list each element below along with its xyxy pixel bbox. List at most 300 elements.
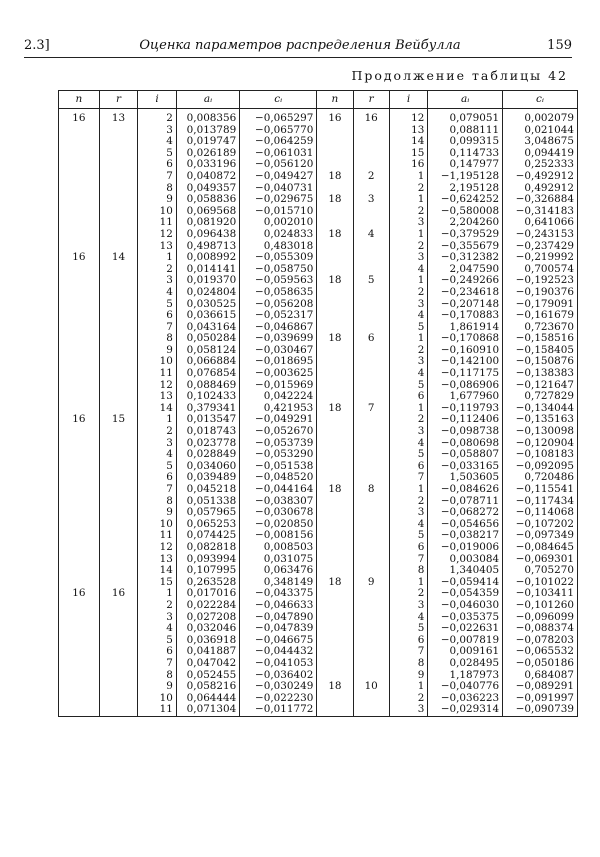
cell-n <box>59 670 100 682</box>
cell-n2 <box>317 125 353 137</box>
cell-i: 5 <box>138 635 177 647</box>
page-number: 159 <box>547 38 572 53</box>
cell-r <box>99 577 138 589</box>
cell-a: 0,036615 <box>176 310 239 322</box>
cell-a: 0,019370 <box>176 275 239 287</box>
cell-a: 0,050284 <box>176 333 239 345</box>
cell-c2: 0,002079 <box>503 109 578 125</box>
cell-i: 12 <box>138 380 177 392</box>
cell-r2: 10 <box>353 681 389 693</box>
cell-i: 8 <box>138 496 177 508</box>
cell-i: 11 <box>138 368 177 380</box>
table-row <box>59 542 578 554</box>
table-row <box>59 577 578 589</box>
cell-a: 0,040872 <box>176 171 239 183</box>
table-row <box>59 496 578 508</box>
table-body <box>59 109 578 717</box>
cell-c: −0,018695 <box>240 356 317 368</box>
cell-i: 5 <box>138 461 177 473</box>
cell-i2: 1 <box>389 681 428 693</box>
cell-a: 0,058124 <box>176 345 239 357</box>
cell-c: −0,039699 <box>240 333 317 345</box>
cell-n <box>59 345 100 357</box>
cell-a2: −0,098738 <box>428 426 503 438</box>
cell-c: −0,040731 <box>240 183 317 195</box>
table-row <box>59 345 578 357</box>
cell-c2: −0,492912 <box>503 171 578 183</box>
cell-n2 <box>317 287 353 299</box>
cell-i2: 3 <box>389 600 428 612</box>
cell-a: 0,045218 <box>176 484 239 496</box>
cell-r <box>99 356 138 368</box>
cell-r <box>99 565 138 577</box>
cell-r2: 4 <box>353 229 389 241</box>
cell-n2: 18 <box>317 171 353 183</box>
table-row <box>59 461 578 473</box>
cell-n2 <box>317 612 353 624</box>
cell-n <box>59 368 100 380</box>
cell-n2 <box>317 530 353 542</box>
cell-n2: 18 <box>317 484 353 496</box>
cell-a: 0,039489 <box>176 472 239 484</box>
cell-i: 12 <box>138 542 177 554</box>
cell-i: 13 <box>138 391 177 403</box>
cell-n2 <box>317 472 353 484</box>
cell-n2: 16 <box>317 109 353 125</box>
table-row <box>59 635 578 647</box>
table-row <box>59 125 578 137</box>
cell-a2: 1,187973 <box>428 670 503 682</box>
cell-c: −0,049291 <box>240 414 317 426</box>
cell-c2: 0,700574 <box>503 264 578 276</box>
cell-r2: 5 <box>353 275 389 287</box>
table-row <box>59 136 578 148</box>
cell-i: 2 <box>138 264 177 276</box>
cell-r2: 2 <box>353 171 389 183</box>
cell-c2: 0,684087 <box>503 670 578 682</box>
cell-a: 0,107995 <box>176 565 239 577</box>
cell-c2: −0,121647 <box>503 380 578 392</box>
cell-a2: −0,040776 <box>428 681 503 693</box>
cell-n <box>59 646 100 658</box>
cell-i2: 9 <box>389 670 428 682</box>
cell-r2 <box>353 635 389 647</box>
cell-n2 <box>317 507 353 519</box>
cell-i: 9 <box>138 345 177 357</box>
cell-r2: 7 <box>353 403 389 415</box>
table-row <box>59 356 578 368</box>
cell-n2 <box>317 704 353 716</box>
cell-c: −0,065297 <box>240 109 317 125</box>
cell-n <box>59 542 100 554</box>
cell-i: 13 <box>138 241 177 253</box>
cell-n2: 18 <box>317 275 353 287</box>
cell-a: 0,013547 <box>176 414 239 426</box>
table-row <box>59 159 578 171</box>
cell-r2 <box>353 588 389 600</box>
table-row <box>59 484 578 496</box>
cell-r <box>99 484 138 496</box>
cell-a2: −0,234618 <box>428 287 503 299</box>
cell-r <box>99 299 138 311</box>
cell-n <box>59 461 100 473</box>
table-row <box>59 472 578 484</box>
cell-a2: 2,204260 <box>428 217 503 229</box>
cell-n <box>59 496 100 508</box>
table-row <box>59 299 578 311</box>
cell-n: 16 <box>59 252 100 264</box>
cell-n <box>59 507 100 519</box>
cell-n2 <box>317 449 353 461</box>
cell-r: 14 <box>99 252 138 264</box>
col-header-r: r <box>99 91 138 109</box>
cell-r2 <box>353 264 389 276</box>
cell-c2: −0,069301 <box>503 554 578 566</box>
cell-c: 0,024833 <box>240 229 317 241</box>
cell-a2: −0,160910 <box>428 345 503 357</box>
cell-c2: 0,094419 <box>503 148 578 160</box>
cell-a: 0,018743 <box>176 426 239 438</box>
cell-r <box>99 612 138 624</box>
cell-n <box>59 287 100 299</box>
table-row <box>59 391 578 403</box>
cell-n2 <box>317 345 353 357</box>
cell-n <box>59 275 100 287</box>
cell-a2: 1,503605 <box>428 472 503 484</box>
cell-r2 <box>353 519 389 531</box>
cell-c: −0,036402 <box>240 670 317 682</box>
cell-c: −0,011772 <box>240 704 317 716</box>
cell-a2: −0,022631 <box>428 623 503 635</box>
cell-c: −0,020850 <box>240 519 317 531</box>
cell-r2 <box>353 125 389 137</box>
cell-c2: 0,021044 <box>503 125 578 137</box>
cell-r <box>99 136 138 148</box>
cell-n2 <box>317 565 353 577</box>
table-row <box>59 600 578 612</box>
cell-i2: 2 <box>389 588 428 600</box>
cell-i: 10 <box>138 519 177 531</box>
table-row <box>59 217 578 229</box>
cell-a: 0,014141 <box>176 264 239 276</box>
col-header-n2: n <box>317 91 353 109</box>
cell-c: −0,003625 <box>240 368 317 380</box>
cell-i2: 3 <box>389 356 428 368</box>
cell-c: −0,061031 <box>240 148 317 160</box>
weibull-coefficients-table <box>58 90 578 717</box>
cell-c2: −0,161679 <box>503 310 578 322</box>
cell-c2: 0,727829 <box>503 391 578 403</box>
cell-a: 0,066884 <box>176 356 239 368</box>
table-row <box>59 368 578 380</box>
cell-a: 0,071304 <box>176 704 239 716</box>
cell-i: 4 <box>138 287 177 299</box>
cell-c: −0,044164 <box>240 484 317 496</box>
cell-n <box>59 658 100 670</box>
cell-a2: −0,019006 <box>428 542 503 554</box>
cell-c2: −0,117434 <box>503 496 578 508</box>
cell-r2 <box>353 241 389 253</box>
cell-i2: 2 <box>389 287 428 299</box>
cell-a: 0,074425 <box>176 530 239 542</box>
cell-c: −0,056208 <box>240 299 317 311</box>
cell-n2 <box>317 310 353 322</box>
cell-i2: 2 <box>389 345 428 357</box>
cell-c: 0,063476 <box>240 565 317 577</box>
cell-r <box>99 600 138 612</box>
cell-r <box>99 380 138 392</box>
cell-i: 9 <box>138 194 177 206</box>
cell-a2: −0,379529 <box>428 229 503 241</box>
table-row <box>59 333 578 345</box>
cell-c2: −0,084645 <box>503 542 578 554</box>
cell-c: −0,055309 <box>240 252 317 264</box>
cell-c: −0,047839 <box>240 623 317 635</box>
cell-r <box>99 658 138 670</box>
cell-r2 <box>353 530 389 542</box>
cell-a: 0,064444 <box>176 693 239 705</box>
table-row <box>59 612 578 624</box>
cell-c2: −0,108183 <box>503 449 578 461</box>
cell-c: −0,046633 <box>240 600 317 612</box>
cell-i: 4 <box>138 623 177 635</box>
cell-i2: 3 <box>389 252 428 264</box>
cell-n: 16 <box>59 109 100 125</box>
cell-n <box>59 136 100 148</box>
col-header-r2: r <box>353 91 389 109</box>
table-row <box>59 287 578 299</box>
cell-c: −0,015969 <box>240 380 317 392</box>
cell-n2 <box>317 693 353 705</box>
cell-r2: 8 <box>353 484 389 496</box>
table-header-row <box>59 91 578 109</box>
cell-r <box>99 623 138 635</box>
cell-i: 11 <box>138 704 177 716</box>
cell-i2: 5 <box>389 530 428 542</box>
cell-i2: 2 <box>389 206 428 218</box>
cell-i2: 5 <box>389 449 428 461</box>
cell-r <box>99 229 138 241</box>
col-header-a: aᵢ <box>176 91 239 109</box>
cell-i2: 4 <box>389 310 428 322</box>
cell-r2 <box>353 391 389 403</box>
cell-i: 8 <box>138 670 177 682</box>
cell-r <box>99 438 138 450</box>
cell-a2: −0,580008 <box>428 206 503 218</box>
col-header-i: i <box>138 91 177 109</box>
cell-r2 <box>353 414 389 426</box>
cell-a: 0,263528 <box>176 577 239 589</box>
cell-a: 0,041887 <box>176 646 239 658</box>
cell-n <box>59 704 100 716</box>
cell-r2 <box>353 148 389 160</box>
cell-c2: −0,096099 <box>503 612 578 624</box>
cell-c: −0,065770 <box>240 125 317 137</box>
cell-n2 <box>317 588 353 600</box>
cell-a2: 0,028495 <box>428 658 503 670</box>
cell-c: −0,051538 <box>240 461 317 473</box>
cell-a2: 0,114733 <box>428 148 503 160</box>
cell-n2 <box>317 519 353 531</box>
cell-a: 0,096438 <box>176 229 239 241</box>
cell-c: −0,046675 <box>240 635 317 647</box>
cell-c: 0,348149 <box>240 577 317 589</box>
cell-a2: −0,207148 <box>428 299 503 311</box>
cell-i: 8 <box>138 183 177 195</box>
cell-i: 6 <box>138 472 177 484</box>
cell-r2 <box>353 670 389 682</box>
table-row <box>59 414 578 426</box>
cell-i2: 13 <box>389 125 428 137</box>
cell-i2: 7 <box>389 646 428 658</box>
cell-a2: −0,084626 <box>428 484 503 496</box>
cell-i2: 3 <box>389 217 428 229</box>
cell-c: −0,030678 <box>240 507 317 519</box>
cell-r <box>99 183 138 195</box>
cell-i2: 1 <box>389 577 428 589</box>
cell-r <box>99 171 138 183</box>
cell-r <box>99 519 138 531</box>
cell-n <box>59 623 100 635</box>
cell-c2: −0,134044 <box>503 403 578 415</box>
cell-c: −0,041053 <box>240 658 317 670</box>
cell-i2: 4 <box>389 438 428 450</box>
cell-a2: −0,035375 <box>428 612 503 624</box>
cell-a2: −0,312382 <box>428 252 503 264</box>
cell-c2: −0,130098 <box>503 426 578 438</box>
cell-c: −0,052317 <box>240 310 317 322</box>
cell-n <box>59 380 100 392</box>
cell-n2 <box>317 461 353 473</box>
cell-c2: −0,120904 <box>503 438 578 450</box>
cell-n2 <box>317 217 353 229</box>
cell-a: 0,033196 <box>176 159 239 171</box>
cell-r <box>99 507 138 519</box>
cell-a2: 0,088111 <box>428 125 503 137</box>
cell-n2 <box>317 646 353 658</box>
cell-n2 <box>317 496 353 508</box>
cell-a2: −0,007819 <box>428 635 503 647</box>
cell-c2: −0,314183 <box>503 206 578 218</box>
cell-i: 3 <box>138 612 177 624</box>
cell-i2: 7 <box>389 472 428 484</box>
cell-n <box>59 449 100 461</box>
table-row <box>59 403 578 415</box>
cell-n <box>59 565 100 577</box>
cell-i2: 1 <box>389 275 428 287</box>
cell-n <box>59 148 100 160</box>
cell-c: −0,029675 <box>240 194 317 206</box>
cell-i: 5 <box>138 148 177 160</box>
cell-c: 0,008503 <box>240 542 317 554</box>
cell-i2: 1 <box>389 484 428 496</box>
table-row <box>59 148 578 160</box>
cell-c2: −0,135163 <box>503 414 578 426</box>
cell-a2: 2,195128 <box>428 183 503 195</box>
cell-i2: 6 <box>389 542 428 554</box>
cell-r <box>99 496 138 508</box>
cell-i2: 15 <box>389 148 428 160</box>
cell-i2: 2 <box>389 183 428 195</box>
cell-r2 <box>353 299 389 311</box>
cell-a2: −0,068272 <box>428 507 503 519</box>
section-number: 2.3] <box>24 38 50 53</box>
cell-r <box>99 345 138 357</box>
cell-a: 0,057965 <box>176 507 239 519</box>
cell-a: 0,051338 <box>176 496 239 508</box>
cell-i: 6 <box>138 159 177 171</box>
cell-a2: −0,036223 <box>428 693 503 705</box>
cell-r2 <box>353 206 389 218</box>
table-row <box>59 646 578 658</box>
cell-a2: 0,009161 <box>428 646 503 658</box>
cell-n2: 18 <box>317 194 353 206</box>
cell-i: 11 <box>138 530 177 542</box>
cell-n2 <box>317 368 353 380</box>
col-header-c2: cᵢ <box>503 91 578 109</box>
cell-a2: −0,119793 <box>428 403 503 415</box>
cell-r <box>99 125 138 137</box>
cell-c2: −0,091997 <box>503 693 578 705</box>
cell-i: 4 <box>138 136 177 148</box>
cell-c: −0,048520 <box>240 472 317 484</box>
cell-r2: 16 <box>353 109 389 125</box>
cell-a2: −0,033165 <box>428 461 503 473</box>
cell-r <box>99 426 138 438</box>
cell-a: 0,076854 <box>176 368 239 380</box>
cell-i: 3 <box>138 438 177 450</box>
cell-c: −0,064259 <box>240 136 317 148</box>
cell-a: 0,081920 <box>176 217 239 229</box>
cell-n2 <box>317 635 353 647</box>
cell-i2: 3 <box>389 704 428 716</box>
cell-a: 0,047042 <box>176 658 239 670</box>
cell-i2: 4 <box>389 264 428 276</box>
table-row <box>59 109 578 125</box>
cell-i2: 3 <box>389 507 428 519</box>
cell-c: −0,053290 <box>240 449 317 461</box>
cell-r <box>99 449 138 461</box>
cell-n <box>59 403 100 415</box>
table-row <box>59 530 578 542</box>
cell-i: 2 <box>138 109 177 125</box>
cell-r2 <box>353 217 389 229</box>
cell-r <box>99 530 138 542</box>
col-header-i2: i <box>389 91 428 109</box>
cell-r: 13 <box>99 109 138 125</box>
cell-n <box>59 159 100 171</box>
cell-a: 0,030525 <box>176 299 239 311</box>
cell-r <box>99 310 138 322</box>
cell-n <box>59 241 100 253</box>
cell-a2: −0,029314 <box>428 704 503 716</box>
cell-n2: 18 <box>317 229 353 241</box>
cell-n2 <box>317 658 353 670</box>
cell-r <box>99 287 138 299</box>
cell-i2: 4 <box>389 612 428 624</box>
cell-a2: −0,249266 <box>428 275 503 287</box>
cell-n2 <box>317 542 353 554</box>
cell-r2 <box>353 356 389 368</box>
table-row <box>59 623 578 635</box>
cell-n <box>59 426 100 438</box>
cell-c: −0,015710 <box>240 206 317 218</box>
cell-r2 <box>353 704 389 716</box>
cell-i2: 2 <box>389 241 428 253</box>
cell-r2 <box>353 461 389 473</box>
cell-i2: 1 <box>389 229 428 241</box>
cell-a2: −1,195128 <box>428 171 503 183</box>
